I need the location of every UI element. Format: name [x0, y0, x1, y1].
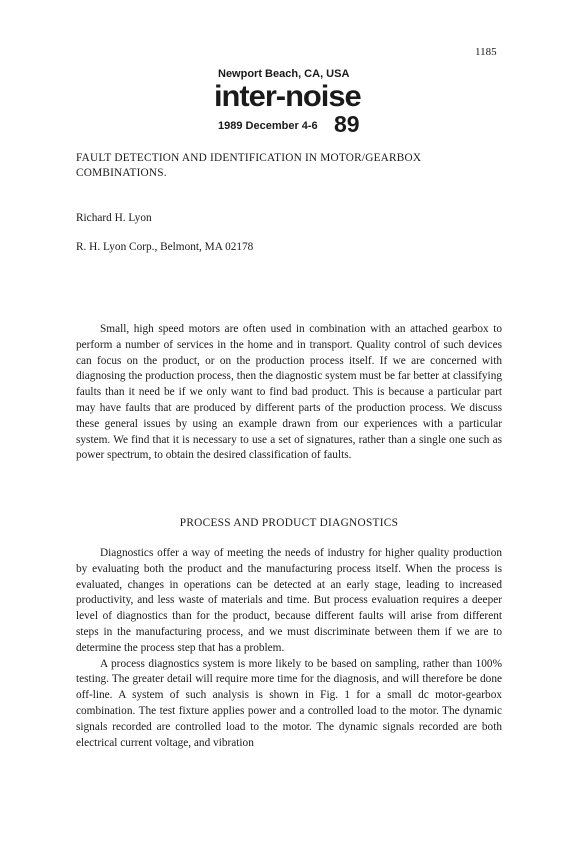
body-paragraph: Diagnostics offer a way of meeting the needs of industry for higher quality production by evaluating both the product and the manufacturing process itself. When the process is evaluated, changes in operations can be detected at an early stage, leading to increased productivity, and less waste of materials and time. But process evaluation requires a deeper level of diagnostics than for the product, because different faults will arise from different steps in the manufacturing process, and we must discriminate between them if we are to determine the process step that has a problem. — [76, 547, 502, 654]
author-name: Richard H. Lyon — [76, 212, 152, 224]
section-heading: PROCESS AND PRODUCT DIAGNOSTICS — [179, 517, 399, 529]
page-number: 1185 — [475, 46, 497, 58]
conference-location: Newport Beach, CA, USA — [218, 68, 350, 80]
abstract-paragraph: Small, high speed motors are often used in combination with an attached gearbox to perform a number of services in the home and in transport. Quality control of such devices can focus on the product, or on the production process itself. If we are concerned with diagnosing the production process, then the diagnostic system must be far better at classifying faults than it need be if we only want to find bad product. This is because a particular part may have faults that are produced by different parts of the production process. We discuss these general issues by using an example drawn from our experiences with a particular system. We find that it is necessary to use a set of signatures, rather than a single one such as power spectrum, to obtain the desired classification of faults. — [76, 323, 502, 462]
body-paragraph: A process diagnostics system is more likely to be based on sampling, rather than 100% testing. The greater detail will require more time for the diagnosis, and will therefore be done off-line. A system of such analysis is shown in Fig. 1 for a small dc motor-gearbox combination. The test fixture applies power and a controlled load to the motor. The dynamic signals recorded are controlled load to the motor. The dynamic signals recorded are both electrical current voltage, and vibration — [76, 657, 502, 749]
conference-logo: inter-noise — [214, 80, 361, 113]
author-affiliation: R. H. Lyon Corp., Belmont, MA 02178 — [76, 241, 254, 253]
paper-title: FAULT DETECTION AND IDENTIFICATION IN MOTOR/GEARBOX COMBINATIONS. — [76, 152, 422, 179]
abstract — [76, 322, 502, 464]
body-text — [76, 546, 502, 751]
conference-dates: 1989 December 4-6 — [218, 120, 318, 132]
conference-year-mark: 89 — [334, 111, 360, 137]
